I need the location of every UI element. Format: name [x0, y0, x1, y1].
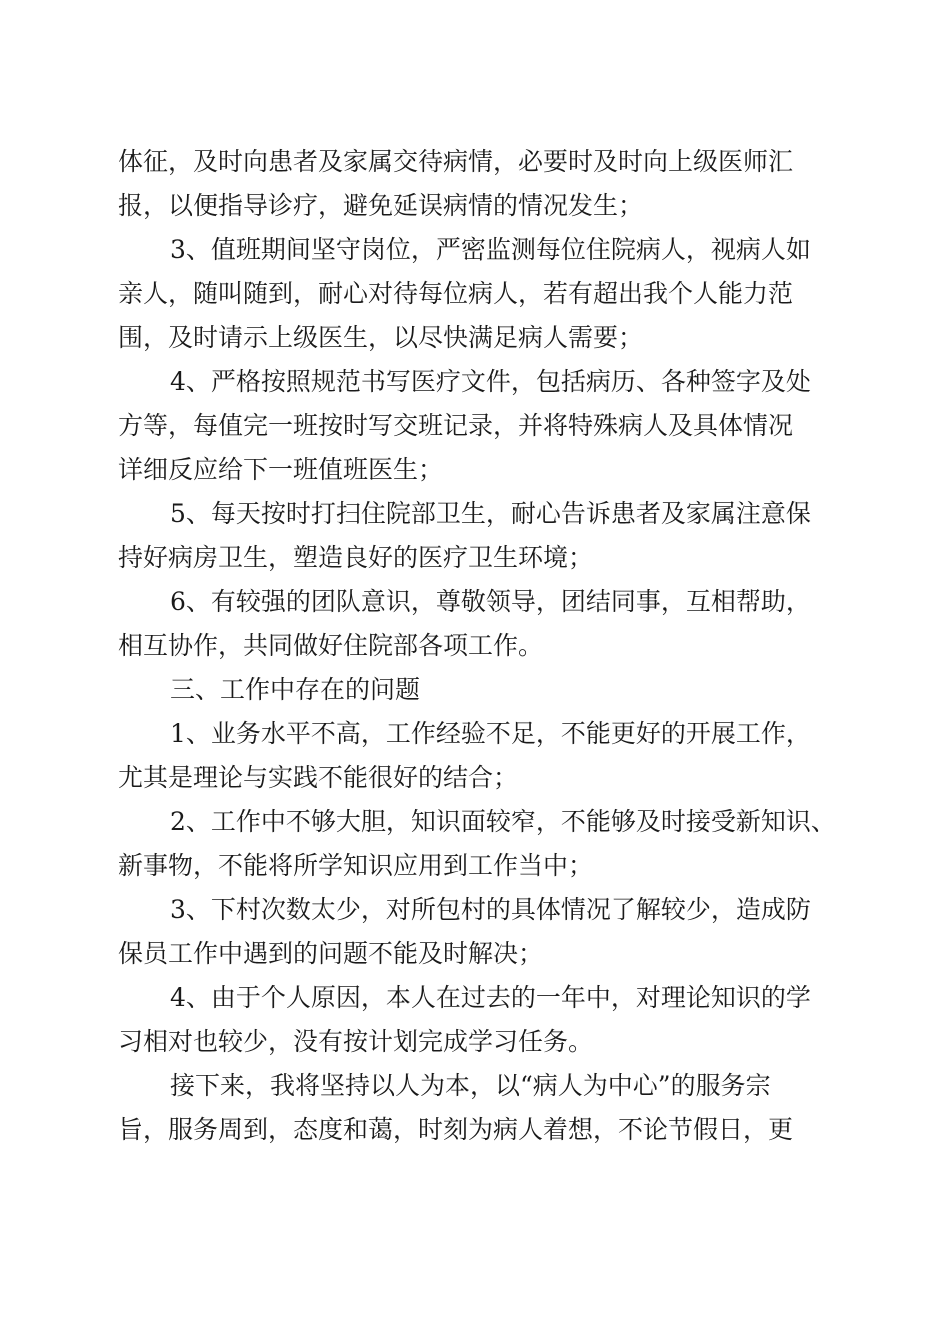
text-line: 方等，每值完一班按时写交班记录，并将特殊病人及具体情况: [118, 411, 794, 440]
text-line: 尤其是理论与实践不能很好的结合；: [118, 763, 519, 792]
paragraph-start-line: 4、严格按照规范书写医疗文件，包括病历、各种签字及处: [170, 367, 811, 396]
text-line: 旨，服务周到，态度和蔼，时刻为病人着想，不论节假日，更: [118, 1115, 794, 1144]
text-line: 详细反应给下一班值班医生；: [118, 455, 444, 484]
text-line: 保员工作中遇到的问题不能及时解决；: [118, 939, 544, 968]
paragraph-start-line: 1、业务水平不高，工作经验不足，不能更好的开展工作，: [170, 719, 811, 748]
paragraph-start-line: 3、值班期间坚守岗位，严密监测每位住院病人，视病人如: [170, 235, 811, 264]
text-line: 习相对也较少，没有按计划完成学习任务。: [118, 1027, 594, 1056]
text-line: 亲人，随叫随到，耐心对待每位病人，若有超出我个人能力范: [118, 279, 794, 308]
text-line: 相互协作，共同做好住院部各项工作。: [118, 631, 544, 660]
paragraph-start-line: 6、有较强的团队意识，尊敬领导，团结同事，互相帮助，: [170, 587, 811, 616]
text-line: 体征，及时向患者及家属交待病情，必要时及时向上级医师汇: [118, 147, 794, 176]
paragraph-start-line: 接下来，我将坚持以人为本，以“病人为中心”的服务宗: [170, 1071, 771, 1100]
paragraph-start-line: 4、由于个人原因，本人在过去的一年中，对理论知识的学: [170, 983, 811, 1012]
text-line: 新事物，不能将所学知识应用到工作当中；: [118, 851, 594, 880]
paragraph-start-line: 2、工作中不够大胆，知识面较窄，不能够及时接受新知识、: [170, 807, 836, 836]
text-line: 持好病房卫生，塑造良好的医疗卫生环境；: [118, 543, 594, 572]
text-line: 报，以便指导诊疗，避免延误病情的情况发生；: [118, 191, 644, 220]
section-heading: 三、工作中存在的问题: [170, 675, 421, 704]
text-line: 围，及时请示上级医生，以尽快满足病人需要；: [118, 323, 644, 352]
paragraph-start-line: 5、每天按时打扫住院部卫生，耐心告诉患者及家属注意保: [170, 499, 811, 528]
paragraph-start-line: 3、下村次数太少，对所包村的具体情况了解较少，造成防: [170, 895, 811, 924]
